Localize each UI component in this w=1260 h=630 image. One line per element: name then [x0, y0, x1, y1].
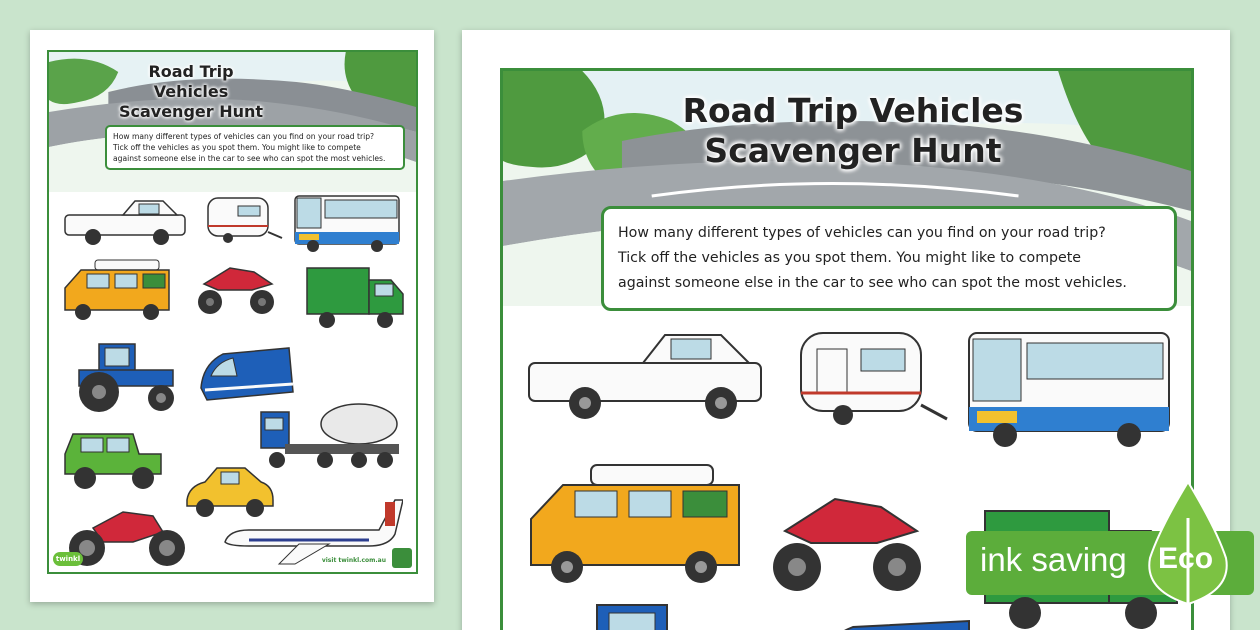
quad-bike-image: [765, 479, 931, 603]
bus-image: [293, 192, 403, 254]
campervan-image: [61, 258, 179, 324]
worksheet-title: [653, 91, 1053, 171]
cement-mixer-image: [255, 398, 405, 474]
train-image: [803, 617, 973, 630]
intro-line: How many different types of vehicles can you find on your road trip?: [618, 225, 1106, 241]
tractor-image: [69, 338, 181, 414]
worksheet-frame: [47, 50, 418, 574]
bus-image: [965, 327, 1175, 451]
pickup-truck-image: [525, 329, 771, 421]
intro-line: Tick off the vehicles as you spot them. You might like to compete: [113, 143, 361, 152]
caravan-image: [795, 327, 951, 439]
tractor-image: [543, 599, 733, 630]
intro-box: [601, 206, 1177, 311]
caravan-image: [204, 194, 284, 250]
intro-line: How many different types of vehicles can you find on your road trip?: [113, 132, 375, 141]
footer-badge-icon: [392, 548, 412, 568]
quad-bike-image: [194, 258, 280, 322]
pickup-truck-image: [63, 197, 193, 247]
title-line-1: Road Trip Vehicles: [148, 62, 234, 101]
title-line-1: Road Trip Vehicles: [682, 91, 1024, 130]
worksheet-thumbnail[interactable]: [30, 30, 434, 602]
campervan-image: [525, 461, 751, 593]
intro-line: against someone else in the car to see who can spot the most vehicles.: [618, 275, 1127, 291]
eco-label: Eco: [1158, 542, 1214, 575]
lorry-image: [305, 264, 405, 334]
title-line-2: Scavenger Hunt: [118, 102, 264, 121]
title-line-2: Scavenger Hunt: [704, 131, 1002, 170]
worksheet-title: [111, 62, 271, 122]
intro-line: Tick off the vehicles as you spot them. You might like to compete: [618, 250, 1082, 266]
twinkl-logo: twinkl: [53, 552, 83, 566]
jeep-image: [61, 426, 165, 496]
footer-url: visit twinkl.com.au: [321, 557, 386, 564]
ink-saving-text: ink saving: [980, 541, 1127, 578]
intro-line: against someone else in the car to see who can spot the most vehicles.: [113, 154, 386, 163]
worksheet-footer: [49, 546, 416, 572]
intro-box: [105, 125, 405, 170]
